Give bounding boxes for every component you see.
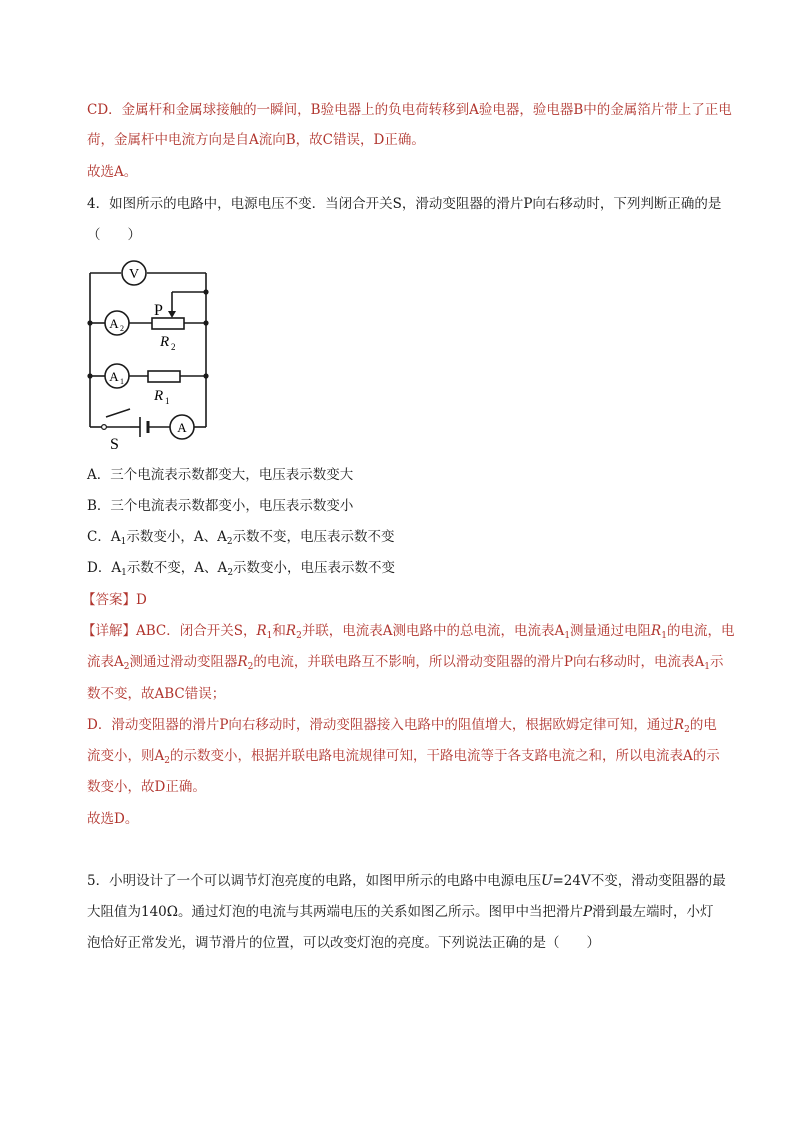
q4-stem-bracket: （ ） [87,227,141,243]
answer-value: D [136,592,147,608]
junction-dot [87,320,92,325]
resistor-r1 [148,371,180,382]
q4-option-c: C．$A_1$示数变小，A、$A_2$示数不变，电压表示数不变 [87,529,395,547]
switch-label: S [110,436,119,453]
junction-dot [203,289,208,294]
q4-stem: 4．如图所示的电路中，电源电压不变．当闭合开关S，滑动变阻器的滑片P向右移动时，下列判断正确的是 [87,196,722,212]
q4-option-a: A．三个电流表示数都变大，电压表示数变大 [87,467,354,483]
detail-label: 【详解】 [82,623,136,639]
junction-dot [203,373,208,378]
junction-dot [87,373,92,378]
ammeter-total [170,415,194,439]
q4-detail-line-2: 流表$A_2$测通过滑动变阻器$R_2$的电流，并联电路互不影响，所以滑动变阻器的滑片P向右移动时，电流表$A_1$示 [87,654,724,672]
r2-label-sub: 2 [171,342,176,352]
q4-answer [82,591,147,609]
svg-text:A: A [109,316,119,331]
slider-arrow-icon [168,311,176,318]
circuit-diagram [80,255,220,455]
svg-text:V: V [128,267,140,282]
q4-detail-line-5: 流变小，则$A_2$的示数变小，根据并联电路电流规律可知，干路电流等于各支路电流之和，所以电流表A的示 [87,748,720,766]
resistor-r2 [152,318,184,329]
q4-detail-line-1: 【详解】ABC．闭合开关S，$R_1$和$R_2$并联，电流表A测电路中的总电流，电流表$A_1$测量通过电阻$R_1$的电流，电 [82,623,735,641]
ammeter-a2 [105,311,129,335]
q4-option-d: D．$A_1$示数不变，A、$A_2$示数变小，电压表示数不变 [87,560,396,578]
q4-option-b: B．三个电流表示数都变小，电压表示数变小 [87,498,354,514]
q5-stem-line-1: 5．小明设计了一个可以调节灯泡亮度的电路，如图甲所示的电路中电源电压U=24V不变，滑动变阻器的最 [87,873,726,889]
q5-stem-line-3: 泡恰好正常发光，调节滑片的位置，可以改变灯泡的亮度。下列说法正确的是（ ） [87,935,600,951]
slider-label: P [154,302,163,319]
r1-label: R [154,388,164,404]
q5-stem-line-2: 大阻值为140Ω。通过灯泡的电流与其两端电压的关系如图乙所示。图甲中当把滑片P滑到最左端时，小灯 [87,904,714,920]
q4-conclusion: 故选D。 [87,811,139,827]
svg-text:A: A [177,420,187,435]
voltmeter [122,261,146,285]
junction-dot [203,320,208,325]
q4-detail-line-6: 数变小，故D正确。 [87,779,206,795]
answer-label: 【答案】 [82,592,136,608]
prev-conclusion: 故选A。 [87,164,138,180]
q4-detail-line-4: D．滑动变阻器的滑片P向右移动时，滑动变阻器接入电路中的阻值增大，根据欧姆定律可知，通过$R_2$的电 [87,717,717,735]
svg-text:2: 2 [120,324,124,333]
q4-detail-line-3: 数不变，故ABC错误； [87,686,226,702]
r1-label-sub: 1 [165,396,170,406]
switch-terminal [102,425,107,430]
prev-solution-line-1: CD．金属杆和金属球接触的一瞬间，B验电器上的负电荷转移到A验电器，验电器B中的金属箔片带上了正电 [87,102,732,118]
r2-label: R [160,334,170,350]
svg-text:1: 1 [120,377,124,386]
prev-solution-line-2: 荷，金属杆中电流方向是自A流向B，故C错误，D正确。 [87,132,425,148]
svg-text:A: A [109,369,119,384]
ammeter-a1 [105,364,129,388]
